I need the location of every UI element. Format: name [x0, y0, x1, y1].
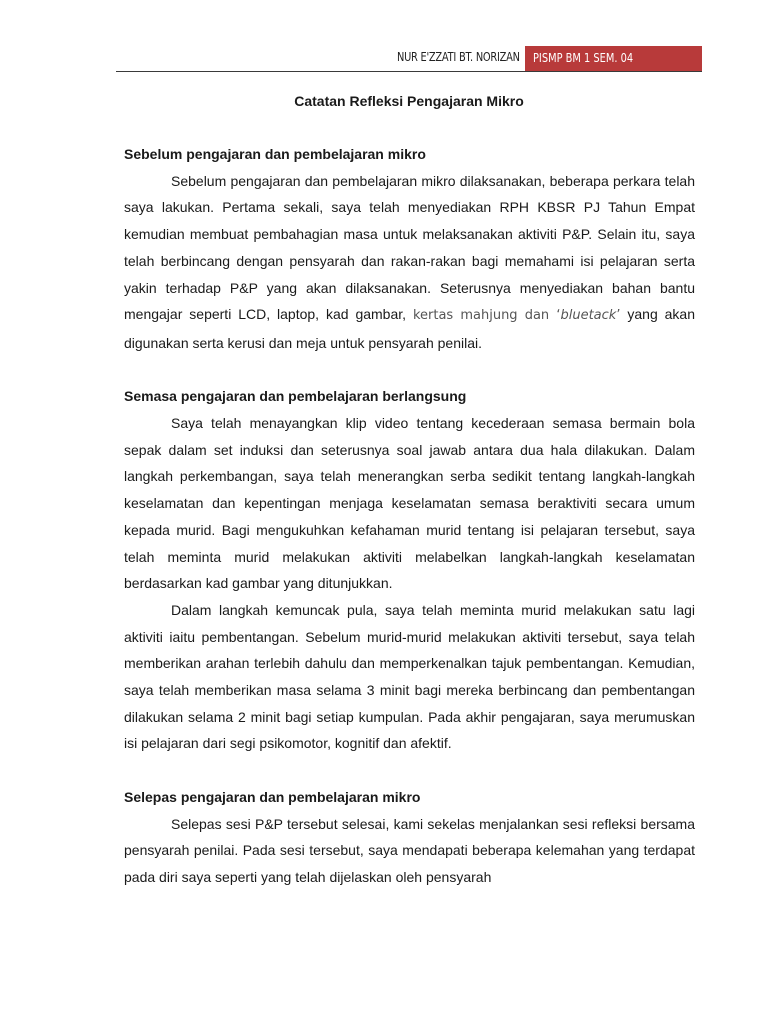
- paragraph-before: [124, 168, 695, 357]
- paragraph-before-italic-text: bluetack: [560, 308, 617, 324]
- section-heading-during: Semasa pengajaran dan pembelajaran berlangsung: [124, 388, 467, 405]
- paragraph-during-1: Saya telah menayangkan klip video tentang kecederaan semasa bermain bola sepak dalam set induksi dan seterusnya soal jawab antara dua hala dilakukan. Dalam langkah perkembangan, saya telah menerangkan serba sedikit tentang langkah-langkah keselamatan dan kepentingan menjaga keselamatan semasa beraktiviti secara umum kepada murid. Bagi mengukuhkan kefahaman murid tentang isi pelajaran tersebut, saya telah meminta murid melakukan aktiviti melabelkan langkah-langkah keselamatan berdasarkan kad gambar yang ditunjukkan.: [124, 415, 695, 592]
- section-heading-before: Sebelum pengajaran dan pembelajaran mikro: [124, 146, 426, 162]
- course-tag-label: PISMP BM 1 SEM. 04: [533, 51, 634, 65]
- paragraph-before-quote-close: ’: [616, 308, 621, 324]
- course-tag: [525, 46, 702, 71]
- document-body: [124, 141, 695, 891]
- author-name: NUR E'ZZATI BT. NORIZAN: [397, 50, 520, 64]
- section-heading-after: Selepas pengajaran dan pembelajaran mikro: [124, 788, 421, 805]
- paragraph-during-2: Dalam langkah kemuncak pula, saya telah meminta murid melakukan satu lagi aktiviti iaitu pembentangan. Sebelum murid-murid melakukan aktiviti tersebut, saya telah memberikan arahan terlebih dahulu dan memperkenalkan tajuk pembentangan. Kemudian, saya telah memberikan masa selama 3 minit bagi mereka berbincang dan pembentangan dilakukan selama 2 minit bagi setiap kumpulan. Pada akhir pengajaran, saya merumuskan isi pelajaran dari segi psikomotor, kognitif dan afektif.: [124, 601, 695, 752]
- paragraph-before-faint-text: kertas mahjung dan ‘: [412, 308, 561, 324]
- paragraph-after: Selepas sesi P&P tersebut selesai, kami sekelas menjalankan sesi refleksi bersama pensyarah penilai. Pada sesi tersebut, saya mendapati beberapa kelemahan yang terdapat pada diri saya seperti yang telah dijelaskan oleh pensyarah: [124, 815, 695, 885]
- paragraph-before-text: Sebelum pengajaran dan pembelajaran mikro dilaksanakan, beberapa perkara telah saya lakukan. Pertama sekali, saya telah menyediakan RPH KBSR PJ Tahun Empat kemudian membuat pembahagian masa untuk melaksanakan aktiviti P&P. Selain itu, saya telah berbincang dengan pensyarah dan rakan-rakan bagi memahami isi pelajaran serta yakin terhadap P&P yang akan dilaksanakan. Seterusnya menyediakan bahan bantu mengajar seperti LCD, laptop, kad gambar,: [124, 172, 695, 323]
- document-title: Catatan Refleksi Pengajaran Mikro: [294, 93, 524, 109]
- page-header: [116, 46, 702, 72]
- section-spacer: [124, 357, 695, 384]
- paragraph-before-text-end: yang akan digunakan serta kerusi dan meja untuk pensyarah penilai.: [124, 306, 695, 351]
- section-spacer: [124, 757, 695, 784]
